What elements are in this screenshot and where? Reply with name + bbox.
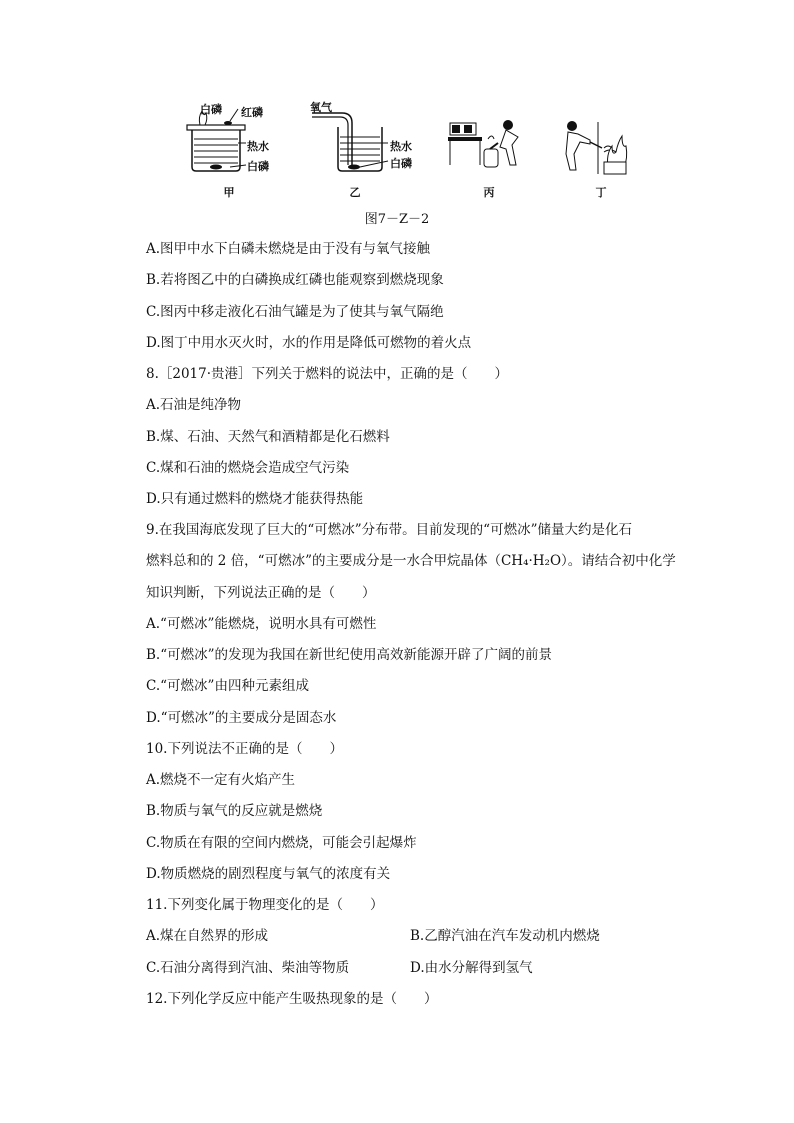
- q9-option-a: A.“可燃冰”能燃烧，说明水具有可燃性: [146, 616, 377, 632]
- q10-option-c: C.物质在有限的空间内燃烧，可能会引起爆炸: [146, 835, 417, 851]
- q9-option-d: D.“可燃冰”的主要成分是固态水: [146, 710, 337, 726]
- label-white-phosphorus: 白磷: [200, 103, 222, 116]
- q8-stem: 8.［2017·贵港］下列关于燃料的说法中，正确的是（ ）: [146, 366, 509, 382]
- panel-label-ding: 丁: [595, 186, 607, 199]
- q11-stem: 11.下列变化属于物理变化的是（ ）: [146, 897, 384, 913]
- label-white-phosphorus-3: 白磷: [390, 157, 412, 170]
- person-moving-gas-tank-illustration: [448, 115, 528, 177]
- q7-option-d: D.图丁中用水灭火时，水的作用是降低可燃物的着火点: [146, 335, 472, 351]
- q10-option-b: B.物质与氧气的反应就是燃烧: [146, 803, 323, 819]
- panel-label-bing: 丙: [483, 186, 495, 199]
- panel-label-jia: 甲: [223, 186, 235, 199]
- q9-option-c: C.“可燃冰”由四种元素组成: [146, 678, 309, 694]
- q9-stem-line-2: 燃料总和的 2 倍，“可燃冰”的主要成分是一水合甲烷晶体（CH₄·H₂O）。请结合初中化学: [146, 553, 676, 569]
- q10-option-a: A.燃烧不一定有火焰产生: [146, 772, 296, 788]
- figure-caption: 图7－Z－2: [364, 212, 430, 227]
- person-spraying-water-fire-illustration: [560, 118, 630, 178]
- panel-label-yi: 乙: [349, 186, 361, 199]
- q11-option-a: A.煤在自然界的形成: [146, 928, 269, 944]
- q11-option-d: D.由水分解得到氢气: [410, 960, 533, 976]
- q8-option-d: D.只有通过燃料的燃烧才能获得热能: [146, 491, 364, 507]
- label-hot-water-2: 热水: [390, 140, 412, 153]
- figure-ding: [560, 118, 630, 178]
- label-oxygen: 氧气: [310, 101, 332, 114]
- q7-option-c: C.图丙中移走液化石油气罐是为了使其与氧气隔绝: [146, 304, 444, 320]
- q9-stem-line-1: 9.在我国海底发现了巨大的“可燃冰”分布带。目前发现的“可燃冰”储量大约是化石: [146, 522, 632, 538]
- q9-option-b: B.“可燃冰”的发现为我国在新世纪使用高效新能源开辟了广阔的前景: [146, 647, 553, 663]
- q11-option-c: C.石油分离得到汽油、柴油等物质: [146, 960, 350, 976]
- label-white-phosphorus-underwater: 白磷: [247, 160, 269, 173]
- q7-option-a: A.图甲中水下白磷未燃烧是由于没有与氧气接触: [146, 241, 431, 257]
- label-red-phosphorus: 红磷: [241, 106, 263, 119]
- label-hot-water: 热水: [247, 140, 269, 153]
- q8-option-a: A.石油是纯净物: [146, 397, 242, 413]
- q10-stem: 10.下列说法不正确的是（ ）: [146, 741, 343, 757]
- figure-bing: [448, 115, 528, 177]
- q8-option-b: B.煤、石油、天然气和酒精都是化石燃料: [146, 429, 390, 445]
- q11-option-b: B.乙醇汽油在汽车发动机内燃烧: [410, 928, 600, 944]
- q9-stem-line-3: 知识判断，下列说法正确的是（ ）: [146, 585, 376, 601]
- q12-stem: 12.下列化学反应中能产生吸热现象的是（ ）: [146, 991, 438, 1007]
- q8-option-c: C.煤和石油的燃烧会造成空气污染: [146, 460, 350, 476]
- q7-option-b: B.若将图乙中的白磷换成红磷也能观察到燃烧现象: [146, 272, 444, 288]
- q10-option-d: D.物质燃烧的剧烈程度与氧气的浓度有关: [146, 866, 391, 882]
